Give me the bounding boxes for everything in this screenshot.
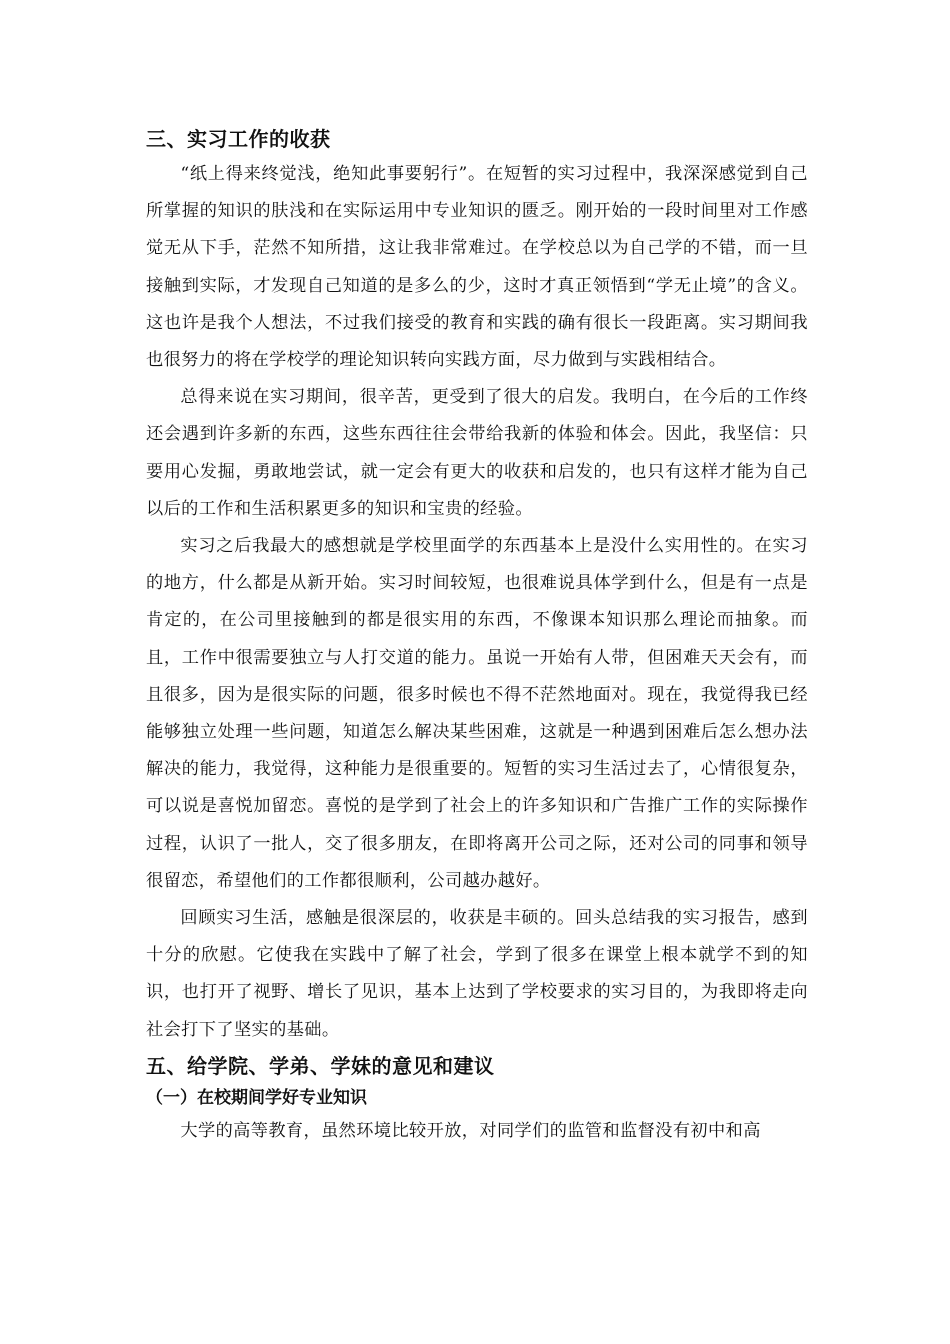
section-3-paragraph-3: 实习之后我最大的感想就是学校里面学的东西基本上是没什么实用性的。在实习的地方，什么都是从新开始。实习时间较短，也很难说具体学到什么，但是有一点是肯定的，在公司里接触到的都是很实用的东西，不像课本知识那么理论而抽象。而且，工作中很需要独立与人打交道的能力。虽说一开始有人带，但困难天天会有，而且很多，因为是很实际的问题，很多时候也不得不茫然地面对。现在，我觉得我已经能够独立处理一些问题，知道怎么解决某些困难，这就是一种遇到困难后怎么想办法解决的能力，我觉得，这种能力是很重要的。短暂的实习生活过去了，心情很复杂，可以说是喜悦加留恋。喜悦的是学到了社会上的许多知识和广告推广工作的实际操作过程，认识了一批人，交了很多朋友，在即将离开公司之际，还对公司的同事和领导很留恋，希望他们的工作都很顺利，公司越办越好。 [146, 536, 808, 891]
section-3-heading: 三、实习工作的收获 [146, 127, 331, 151]
section-3-paragraph-1: “纸上得来终觉浅，绝知此事要躬行”。在短暂的实习过程中，我深深感觉到自己所掌握的知识的肤浅和在实际运用中专业知识的匮乏。刚开始的一段时间里对工作感觉无从下手，茫然不知所措，这让我非常难过。在学校总以为自己学的不错，而一旦接触到实际，才发现自己知道的是多么的少，这时才真正领悟到“学无止境”的含义。这也许是我个人想法，不过我们接受的教育和实践的确有很长一段距离。实习期间我也很努力的将在学校学的理论知识转向实践方面，尽力做到与实践相结合。 [146, 164, 808, 371]
document-page [146, 124, 808, 1150]
section-5-subsection-1-heading: （一）在校期间学好专业知识 [146, 1087, 367, 1108]
section-3-paragraph-2: 总得来说在实习期间，很辛苦，更受到了很大的启发。我明白，在今后的工作终还会遇到许多新的东西，这些东西往往会带给我新的体验和体会。因此，我坚信：只要用心发掘，勇敢地尝试，就一定会有更大的收获和启发的，也只有这样才能为自己以后的工作和生活积累更多的知识和宝贵的经验。 [146, 387, 808, 519]
section-5-heading: 五、给学院、学弟、学妹的意见和建议 [146, 1053, 495, 1078]
section-3-paragraph-4: 回顾实习生活，感触是很深层的，收获是丰硕的。回头总结我的实习报告，感到十分的欣慰。它使我在实践中了解了社会，学到了很多在课堂上根本就学不到的知识，也打开了视野、增长了见识，基本上达到了学校要求的实习目的，为我即将走向社会打下了坚实的基础。 [146, 908, 808, 1040]
section-5-subsection-1-paragraph-1: 大学的高等教育，虽然环境比较开放，对同学们的监管和监督没有初中和高 [180, 1120, 761, 1141]
